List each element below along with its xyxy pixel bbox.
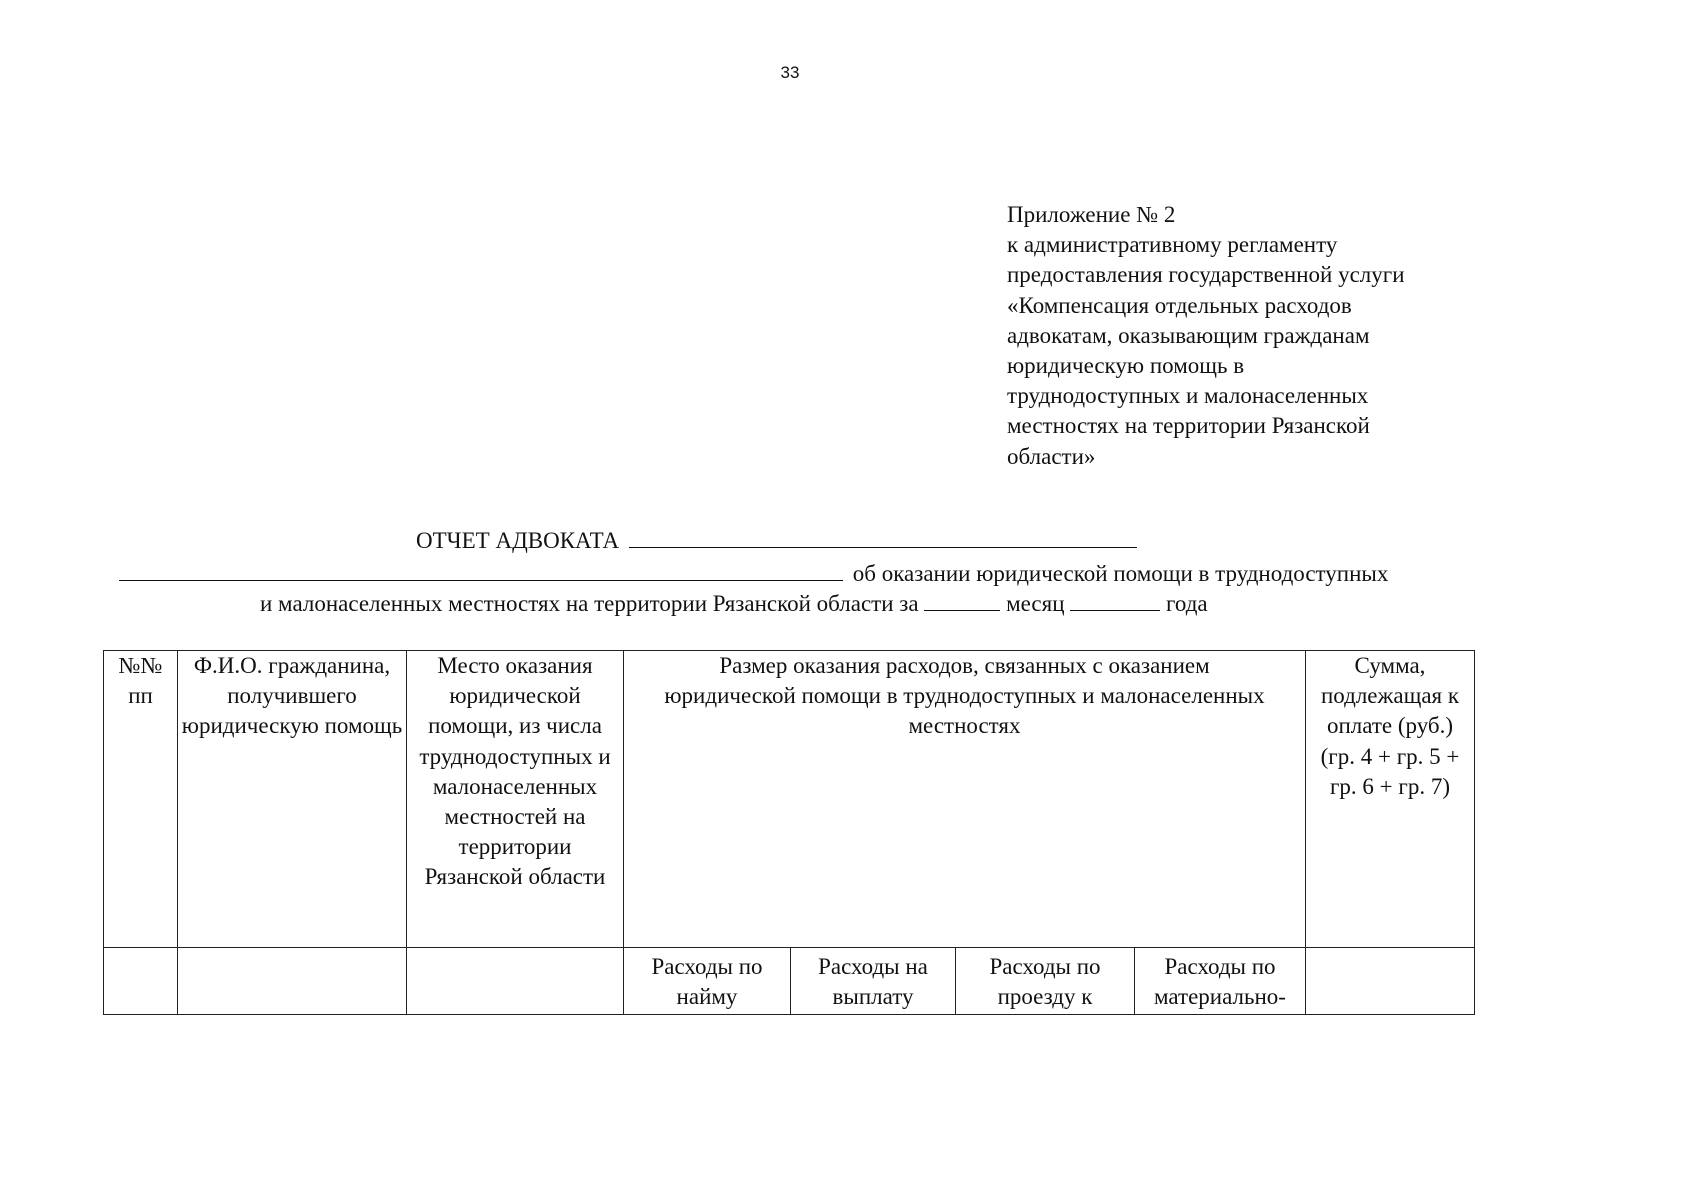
table-subheader-row [104, 948, 1475, 1015]
header-expenses-label: Размер оказания расходов, связанных с оказанием юридической помощи в труднодоступных и малонаселенных местностях [664, 653, 1265, 739]
subheader-material-expenses: Расходы по материально- [1154, 954, 1286, 1010]
report-subtitle-line-2 [119, 561, 1388, 587]
table-cell [1306, 948, 1475, 1015]
header-number-label: №№ пп [118, 653, 163, 709]
header-fullname-label: Ф.И.О. гражданина, получившего юридическую помощь [181, 653, 403, 739]
report-title-line [416, 528, 1137, 554]
subheader-cell [791, 948, 956, 1015]
subheader-cell [956, 948, 1135, 1015]
header-location-label: Место оказания юридической помощи, из числа труднодоступных и малонаселенных местностей на территории Рязанской области [419, 653, 611, 890]
report-title: ОТЧЕТ АДВОКАТА [416, 528, 620, 553]
year-label: года [1166, 591, 1208, 616]
header-cell-location [407, 651, 624, 948]
month-label: месяц [1006, 591, 1065, 616]
header-cell-expenses [624, 651, 1306, 948]
appendix-line: адвокатам, оказывающим гражданам [1007, 322, 1370, 348]
appendix-line: местностях на территории Рязанской [1007, 413, 1370, 439]
header-cell-fullname [178, 651, 407, 948]
report-period-text: и малонаселенных местностях на территории Рязанской области за [260, 591, 919, 616]
month-blank [924, 608, 1000, 611]
appendix-line: «Компенсация отдельных расходов [1007, 292, 1352, 318]
page-number: 33 [780, 63, 800, 82]
table-header-row [104, 651, 1475, 948]
table-cell [407, 948, 624, 1015]
appendix-line: области» [1007, 443, 1096, 469]
advocate-name-blank [629, 545, 1137, 548]
table-cell [178, 948, 407, 1015]
appendix-line: труднодоступных и малонаселенных [1007, 383, 1369, 409]
table-cell [104, 948, 178, 1015]
subheader-cell [1135, 948, 1306, 1015]
appendix-block [1007, 200, 1487, 472]
advocate-details-blank [119, 578, 843, 581]
appendix-line: Приложение № 2 [1007, 202, 1176, 227]
subheader-hire-expenses: Расходы по найму [651, 954, 763, 1010]
year-blank [1070, 608, 1160, 611]
appendix-line: предоставления государственной услуги [1007, 262, 1405, 288]
header-cell-total [1306, 651, 1475, 948]
subheader-cell [624, 948, 791, 1015]
header-cell-number [104, 651, 178, 948]
report-subtitle-line-3 [260, 591, 1208, 617]
subheader-travel-expenses: Расходы по проезду к [989, 954, 1101, 1010]
header-total-label: Сумма, подлежащая к оплате (руб.) (гр. 4 + гр. 5 + гр. 6 + гр. 7) [1320, 653, 1460, 799]
report-subtitle-text: об оказании юридической помощи в труднодоступных [852, 561, 1389, 586]
subheader-payment-expenses: Расходы на выплату [818, 954, 928, 1010]
appendix-line: юридическую помощь в [1007, 353, 1245, 379]
report-table [103, 650, 1475, 1015]
appendix-line: к административному регламенту [1007, 232, 1338, 258]
